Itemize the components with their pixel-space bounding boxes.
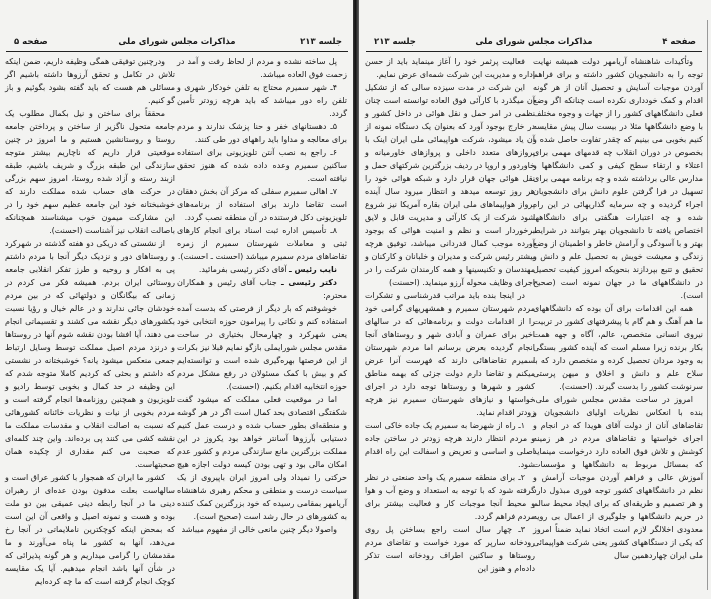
paragraph-text: در اینجا بنده باید مراتب قدرشناسی و تشکرات مردم شهرستان سمیرم و همشهریهای گرامی خود را از اقدامات دولت و برنامه‌هائی که در سالهای اخیر برای عمران و آبادی شهر و روستاهای آنجا انجام گردیده بعرض برسانم اما مردم شهرستان سمیرم تقاضاهائی دارند که فهرست آنرا عرض میکنم و تقاضا دارم دولت جزئی که بهمه مناطق کشور و شهرها و روستاها توجه دارد در اجرای خواستها و نیازهای شهرستان سمیرم نیز هرچه زودتر اقدام نماید.: [365, 291, 535, 417]
paragraph: [177, 393, 347, 523]
paragraph-text: وتأکیدات شاهنشاه آریامهر دولت همیشه نهایت توجه را به دانشجویان کشور داشته و برای فراهم آوردن موجبات آسایش و تحصیل آنان از هر گونه اقدام و کمک خودداری نکرده است چنانکه اگر وضع فعلی دانشگاههای کشور را از جهات و وجوه مختلف با وضع دانشگاهها مثلا در بیست سال پیش مقایسه کنیم بخوبی می بینیم که چقدر تفاوت حاصل شده و بخصوص در دوران انقلاب چه قدمهای مهمی برای اعتلاء و ارتقاء سطح کیفی و کمی دانشگاهها و مدارس عالی برداشته شده و چه برنامه مهمی برای تسهیل در فرا گرفتن علوم دانش برای دانشجویان اجراء گردیده و چه سرمایه گذاریهائی در این راه شده و چه اعتبارات هنگفتی برای دانشگاهها اختصاص یافته تا دانشجویان بهتر بتوانند در شرایط بهتر و با آسودگی و آرامش خاطر و اطمینان از وضع زندگی و معیشت خویش به تحصیل علم و دانش و تحقیق و تتبع بپردازند بنحویکه امروز کیفیت تحصیل در دانشگاههای ما در جهان نمونه است (صحیح است).: [533, 57, 703, 300]
paragraph: [177, 302, 347, 393]
paragraph-text: پل ساخته نشده و مردم از لحاظ رفت و آمد در زحمت فوق العاده میباشد.: [177, 57, 347, 79]
paragraph: [177, 55, 347, 81]
header-rule: [6, 51, 348, 52]
paragraph-text: ۷ـ اهالی سمیرم سفلی که مرکز آن بخش دهقان است تقاضا دارند برای استفاده از برنامه‌های تلویزیونی دکل فرستنده در آن منطقه نصب گردد.: [177, 187, 347, 222]
paragraph-text: ۸ـ تأسیس اداره ثبت اسناد برای انجام کارهای ثبتی و معاملات شهرستان سمیرم از زمره تقاضاهای مردم سمیرم میباشد (احسنت ـ احسنت).: [177, 226, 347, 261]
session-number: جلسه ۲۱۳: [300, 37, 342, 47]
session-number: جلسه ۲۱۳: [374, 37, 416, 47]
paragraph: [5, 237, 175, 471]
paragraph: [5, 471, 175, 588]
paragraph: [365, 55, 535, 81]
page-edge: [707, 20, 708, 590]
paragraph: [365, 289, 535, 419]
paragraph: [177, 263, 347, 276]
paragraph-text: ۵ـ دهستانهای خفر و حنا پزشک ندارند و مردم برای معالجه و مداوا باید راههای دور طی کنند.: [177, 122, 347, 144]
paragraph: [177, 224, 347, 263]
page-4: [360, 0, 708, 599]
page-header: [366, 37, 702, 49]
paragraph: [533, 393, 703, 562]
paragraph: [177, 523, 347, 536]
paragraph: [177, 146, 347, 185]
speaker-name: دکتر رئیسی ـ: [281, 278, 338, 287]
header-rule: [366, 51, 702, 52]
paragraph-text: ۴ـ شهر سمیرم محتاج به تلفن خودکار شهری و تلفن راه دور میباشد که باید هرچه زودتر تأمین گردد.: [177, 83, 347, 118]
paragraph: [365, 81, 535, 289]
text-column-right: [177, 55, 347, 536]
paragraph-text: محققاً برای ساختن و نیل بکمال مطلوب یک جامعه متحول ناگزیر از ساختن و پرداختن جامعه روستا و روستانشین هستیم و ما امروز در چنین موقعیتی قرار داریم که ناچاریم بیشتر متوجه سازندگی این طبقه بزرگ و شریف باشیم، طبقه ازبند رسته و آزاد شده روستا، امروز سهم بزرگی در حرکت های حساب شده مملکت دارند که خوشبختانه خود این جامعه عظیم سهم خود را در این مشارکت میمون خوب میشناسند همچنانکه باصالت انقلاب نیز آشناست (احسنت).: [5, 109, 175, 235]
paragraph-text: از نشستی که دریکی دو هفته گذشته در شهرکرد و روستاهای دور و نزدیک دیگر آنجا با مردم داشتم پی به افکار و روحیه و طرز تفکر انقلابی جامعه روستائی ایران بردم. همیشه فکر می کردم در زمانی که بیگانگان و دولتهائی که در بین مردم خودشان جائی ندارند و در عالم خیال و رؤیا نسبت بکشورهای دیگر نقشه می کشند و تقسیماتی انجام می دهند، آیا افشا بودن نقشه شوم آنها در روستاها و درنزد مردم اصیل مملکت توسط وسایل ارتباط جمعی منعکس میشود یانه؟ خوشبختانه در نشستی که داشتم و بحثی که کردیم کاملا متوجه شدم که این وظیفه در حد کمال و بخوبی توسط رادیو و تلویزیون و همچنین روزنامه‌ها انجام گرفته است و مردم بخوبی از نیات و نظریات خائنانه کشورهائی که نسبت به اصالت انقلاب و مقدسات مملکت ما نقشه کشی می کنند پی برده‌اند. واین چند کلمه‌ای که صحبت می کنم مقداری از چکیده همان صحبتهاست.: [5, 239, 175, 469]
paragraph: [177, 185, 347, 224]
speaker-name: نایب رئیس ـ: [289, 265, 337, 274]
paragraph: [533, 302, 703, 393]
paragraph-text: اما در موقعیت فعلی مملکت که میشود گفت شکفتگی اقتصادی بحد کمال است اگر در هر گوشه و منطقه‌ای بطور حساب شده و درست عمل کنیم دستیابی بآرزوها آسانتر خواهد بود یکروز در این مملکت بزرگترین مانع سازندگی مردم و کشور عدم امکان مالی بود و تهی بودن کیسه دولت اجازه هیچ حرکتی را نمیداد ولی امروز ایران باپیروی از یک سیاست درست و منطقی و محکم رهبری شاهنشاه آریامهر بمقامی رسیده که خود بزرگترین کمک کننده به کشورهای در حال رشد است (صحیح است).: [177, 395, 347, 521]
text-column-left: [5, 55, 175, 588]
paragraph-text: واصولا دیگر چنین مانعی خالی از مفهوم میباشد: [181, 525, 337, 534]
paragraph-text: ۲ـ برای منطقه سمیرم یک واحد صنعتی در نظر گرفته شود که با توجه به استعداد و وضع آب و هوا و محیط آنجا موجبات کار و فعالیت بیشتر برای مردم فراهم گردد.: [365, 473, 535, 521]
paragraph-text: ۱ـ راه از شهرضا به سمیرم یک جاده خاکی است و مردم انتظار دارند هرچه زودتر در ساختن جاده اصلی و اساسی و تعریض و اسفالت این راه اقدام شود.: [365, 421, 535, 469]
page-header: [6, 37, 348, 49]
paragraph-text: ۶ـ راجع به نصب آنتن تلویزیونی برای استفاده ساکنین سمیرم وعده داده شده که هنوز تحقق نیافته است.: [177, 148, 347, 183]
text-column-left: [365, 55, 535, 575]
paragraph: [365, 419, 535, 471]
paragraph: [365, 523, 535, 575]
page-number: صفحه ۴: [662, 37, 696, 47]
running-title: مذاکرات مجلس شورای ملی: [118, 37, 236, 47]
paragraph-text: خوشوقتم که بار دیگر از فرصتی که بدست آمده استفاده کنم و نکاتی را پیرامون حوزه انتخابی خود یعنی شهرکرد و چهارمحال بختیاری در ساحت مقدس مجلس شورایملی بازگو نمایم قبلا نیز بکرات از این فرصتها بهره‌گیری شده است و توانسته‌ایم کم و بیش با کمک مسئولان در رفع مشکل مردم حوزه انتخابیه اقدام بکنیم. (احسنت).: [177, 304, 347, 391]
paragraph-text: این شرکت در مدت سیزده سالی که از تشکیل آن میگذرد با کارآئی فوق العاده توانسته است چنان نظمی در امر حمل و نقل هوائی در داخل کشور و در خارج بوجود آورد که بعنوان یک دستگاه نمونه از آن یاد میشود، شرکت هواپیمائی ملی ایران اینک با پروازهای متعدد داخلی و پروازهای خاورمیانه و خاوردور و اروپا در ردیف بزرگترین شرکتهای حمل و نقل هوائی جهان قرار دارد و شبکه هوائی خود را هر روز توسعه میدهد و انتظار میرود سال آینده پرواز هواپیماهای ملی ایران بقاره آمریکا نیز شروع شود شرکت از یک کارآئی و مدیریت قابل و لایق برخوردار است و نظم و امنیت هوائی که بوجود آورده موجب کمال قدردانی میباشد، توفیق هرچه بیشتر رئیس شرکت و مدیران و خلبانان و کارکنان و مهندسان و تکنیسینها و همه کارمندان شرکت را در اجرای وظایف محوله آرزو مینماید. (احسنت): [365, 83, 535, 287]
paragraph: [177, 81, 347, 120]
paragraph-text: جناب آقای رئیس و همکاران محترم:: [177, 278, 347, 300]
running-title: مذاکرات مجلس شورای ملی: [475, 37, 593, 47]
text-column-right: [533, 55, 703, 562]
book-gutter: [353, 0, 359, 599]
paragraph-text: ودرچنین توفیقی همگی وظیفه داریم، ضمن اینکه تلاش در تکامل و تحقق آرزوها داشته باشیم اگر مسائلی هم هست که باید گفته بشود بگوئیم و باز گو کنیم.: [5, 57, 175, 105]
paragraph-text: امروز در ساحت مقدس مجلس شورای ملی، بنده با انعکاس نظریات اولیای دانشجویان و تقاضاهای آنان از دولت آقای هویدا که در انجام و اجرای خواستها و تقاضاهای مردم در هر زمینه کوشش و تلاش فوق العاده دارد درخواست مینماید که بمسائل مربوط به دانشگاهها و مؤسسات آموزش عالی و فراهم آوردن موجبات آرامش و نظم در دانشگاههای کشور توجه فوری مبذول دارد و هر تصمیم و طریقه‌ای که برای ایجاد محیط سالم در حریم دانشگاهها و جلوگیری از اعمال بی رویه معدودی اخلالگر لازم است اتخاذ نماید ضمناً امروز که یکی از دستگاههای کشور یعنی شرکت هواپیمائی ملی ایران چهاردهمین سال: [533, 395, 703, 560]
paragraph-text: کشور ما ایران که همجوار با کشور عراق است و سالهاست بعلت مدفون بودن عده‌ای از رهبران دینی ما در آنجا رابطه دینی عمیقی بین دو ملت بوده و هست و نمونه اصیل و واقعی آن این است که بمحض اینکه کوچکترین ناملایماتی در آنجا رخ می‌دهد، آنها به کشور ما پناه می‌آورند و ما مقدمشان را گرامی میداریم و هر گونه پذیرائی که در شأن آنها باشد انجام میدهیم. آیا یک مقایسه کوچک انجام گرفته است که ما چه کرده‌ایم: [5, 473, 175, 586]
paragraph: [5, 107, 175, 237]
paragraph: [5, 55, 175, 107]
paragraph: [177, 120, 347, 146]
paragraph: [177, 276, 347, 302]
paragraph: [365, 471, 535, 523]
paragraph-text: همه این اقدامات برای آن بوده که دانشگاههای ما هم آهنگ و هم گام با پیشرفتهای کشور در تربیت نیروی انسانی متخصص، عالم، آگاه و جهه همت بکار برنده زیرا مسلم است که آینده کشور بستگی به وجود مردان تحصیل کرده و متخصص دارد که با سلاح علم و دانش و اخلاق و میهن پرستی سرنوشت کشور را بدست گیرند. (احسنت).: [533, 304, 703, 391]
page-5: [0, 0, 354, 599]
paragraph: [533, 55, 703, 302]
paragraph-text: آقای دکتر رئیسی بفرمائید.: [198, 265, 290, 274]
paragraph-text: ۳ـ چهار سال است راجع بساختن پل روی رودخانه سارپر که مورد خواست و تقاضای مردم روستاها و ساکنین اطراف رودخانه است تذکر داده‌ام و هنوز این: [365, 525, 535, 573]
page-number: صفحه ۵: [14, 37, 48, 47]
paragraph-text: فعالیت پرثمر خود را آغاز مینماید باید از حسن اداره و مدیریت این شرکت شمه‌ای عرض نمایم.: [365, 57, 535, 79]
